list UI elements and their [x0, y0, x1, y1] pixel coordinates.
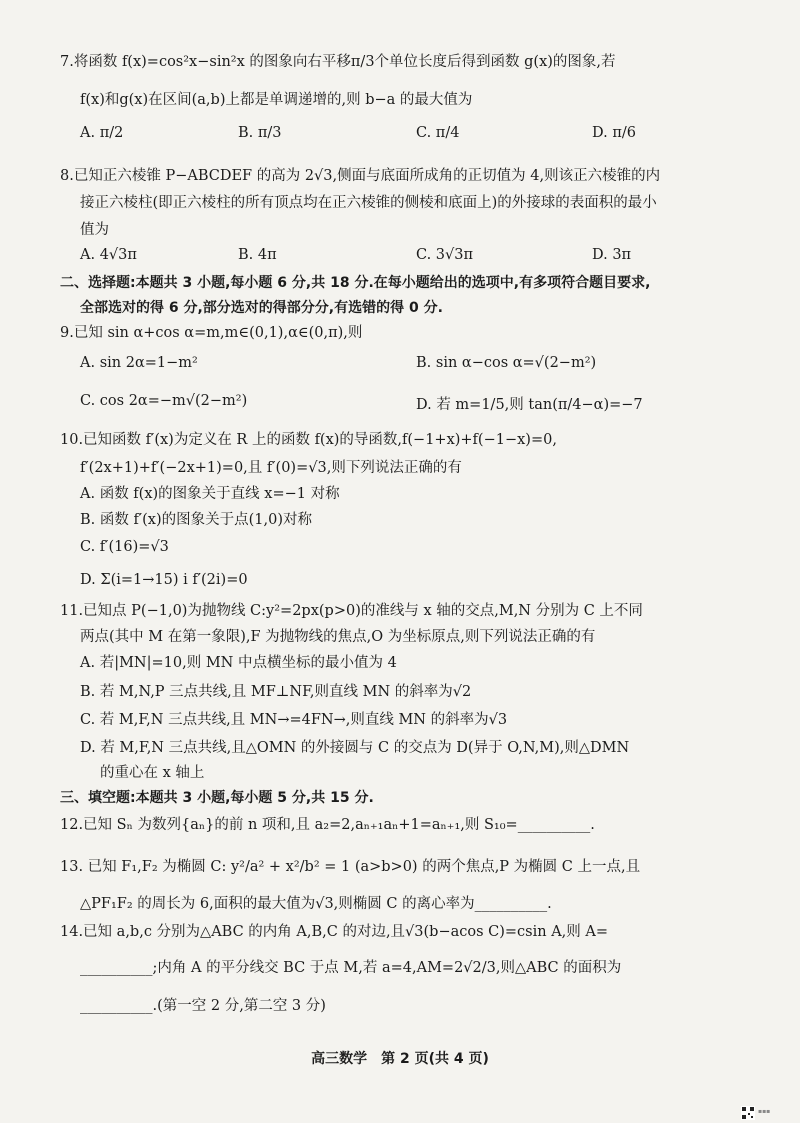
- q9-stem: 9.已知 sin α+cos α=m,m∈(0,1),α∈(0,π),则: [60, 325, 363, 341]
- q11-option-c: C. 若 M,F,N 三点共线,且 MN→=4FN→,则直线 MN 的斜率为√3: [80, 712, 508, 728]
- q11-line-1: 11.已知点 P(−1,0)为抛物线 C:y²=2px(p>0)的准线与 x 轴的交点,M,N 分别为 C 上不同: [60, 603, 643, 619]
- q8-option-a: A. 4√3π: [80, 247, 137, 263]
- q8-options: [0, 247, 800, 269]
- section-2-heading: 二、选择题:本题共 3 小题,每小题 6 分,共 18 分.在每小题给出的选项中,有多项符合题目要求,: [60, 275, 651, 291]
- q8-option-c: C. 3√3π: [416, 247, 474, 263]
- q9-options-row-2: [0, 393, 800, 415]
- q9-option-a: A. sin 2α=1−m²: [80, 355, 198, 371]
- q9-option-b: B. sin α−cos α=√(2−m²): [416, 355, 597, 371]
- q13-line-2: △PF₁F₂ 的周长为 6,面积的最大值为√3,则椭圆 C 的离心率为__________.: [80, 896, 552, 912]
- q14-line-3: __________.(第一空 2 分,第二空 3 分): [80, 998, 326, 1014]
- q8-line-2: 接正六棱柱(即正六棱柱的所有顶点均在正六棱锥的侧棱和底面上)的外接球的表面积的最小: [80, 195, 657, 211]
- q7-line-1: 7.将函数 f(x)=cos²x−sin²x 的图象向右平移π/3个单位长度后得到函数 g(x)的图象,若: [60, 54, 616, 70]
- q7-option-a: A. π/2: [80, 125, 124, 141]
- q7-option-d: D. π/6: [592, 125, 636, 141]
- q11-option-d-line-1: D. 若 M,F,N 三点共线,且△OMN 的外接圆与 C 的交点为 D(异于 O,N,M),则△DMN: [80, 740, 630, 756]
- q7-option-c: C. π/4: [416, 125, 460, 141]
- q11-line-2: 两点(其中 M 在第一象限),F 为抛物线的焦点,O 为坐标原点,则下列说法正确的有: [80, 629, 596, 645]
- q10-line-1: 10.已知函数 f′(x)为定义在 R 上的函数 f(x)的导函数,f(−1+x)+f(−1−x)=0,: [60, 432, 557, 448]
- q11-option-d-line-2: 的重心在 x 轴上: [100, 765, 205, 781]
- q8-option-d: D. 3π: [592, 247, 632, 263]
- section-3-heading: 三、填空题:本题共 3 小题,每小题 5 分,共 15 分.: [60, 790, 374, 806]
- q11-option-b: B. 若 M,N,P 三点共线,且 MF⊥NF,则直线 MN 的斜率为√2: [80, 684, 472, 700]
- q10-option-d: D. Σ(i=1→15) i f′(2i)=0: [80, 572, 248, 588]
- q11-option-a: A. 若|MN|=10,则 MN 中点横坐标的最小值为 4: [80, 655, 397, 671]
- q9-option-c: C. cos 2α=−m√(2−m²): [80, 393, 248, 409]
- qr-code-icon: [741, 1106, 755, 1120]
- q8-line-1: 8.已知正六棱锥 P−ABCDEF 的高为 2√3,侧面与底面所成角的正切值为 4,则该正六棱锥的内: [60, 168, 661, 184]
- q10-option-c: C. f′(16)=√3: [80, 539, 169, 555]
- q13-line-1: 13. 已知 F₁,F₂ 为椭圆 C: y²/a² + x²/b² = 1 (a>b>0) 的两个焦点,P 为椭圆 C 上一点,且: [60, 859, 641, 875]
- q10-line-2: f′(2x+1)+f′(−2x+1)=0,且 f′(0)=√3,则下列说法正确的有: [80, 460, 462, 476]
- q12: 12.已知 Sₙ 为数列{aₙ}的前 n 项和,且 a₂=2,aₙ₊₁aₙ+1=aₙ₊₁,则 S₁₀=__________.: [60, 817, 595, 833]
- q10-option-a: A. 函数 f(x)的图象关于直线 x=−1 对称: [80, 486, 340, 502]
- q9-option-d: D. 若 m=1/5,则 tan(π/4−α)=−7: [416, 397, 643, 413]
- scanner-watermark-icon: ▪▪▪: [758, 1108, 771, 1115]
- q7-option-b: B. π/3: [238, 125, 282, 141]
- q8-option-b: B. 4π: [238, 247, 277, 263]
- q14-line-2: __________;内角 A 的平分线交 BC 于点 M,若 a=4,AM=2√2/3,则△ABC 的面积为: [80, 960, 622, 976]
- q14-line-1: 14.已知 a,b,c 分别为△ABC 的内角 A,B,C 的对边,且√3(b−acos C)=csin A,则 A=: [60, 924, 609, 940]
- section-2-note: 全部选对的得 6 分,部分选对的得部分分,有选错的得 0 分.: [80, 300, 443, 316]
- q10-option-b: B. 函数 f′(x)的图象关于点(1,0)对称: [80, 512, 313, 528]
- page-footer: 高三数学 第 2 页(共 4 页): [311, 1051, 489, 1067]
- q8-line-3: 值为: [80, 222, 109, 238]
- q7-options: [0, 125, 800, 147]
- q9-options-row-1: [0, 355, 800, 377]
- q7-line-2: f(x)和g(x)在区间(a,b)上都是单调递增的,则 b−a 的最大值为: [80, 92, 473, 108]
